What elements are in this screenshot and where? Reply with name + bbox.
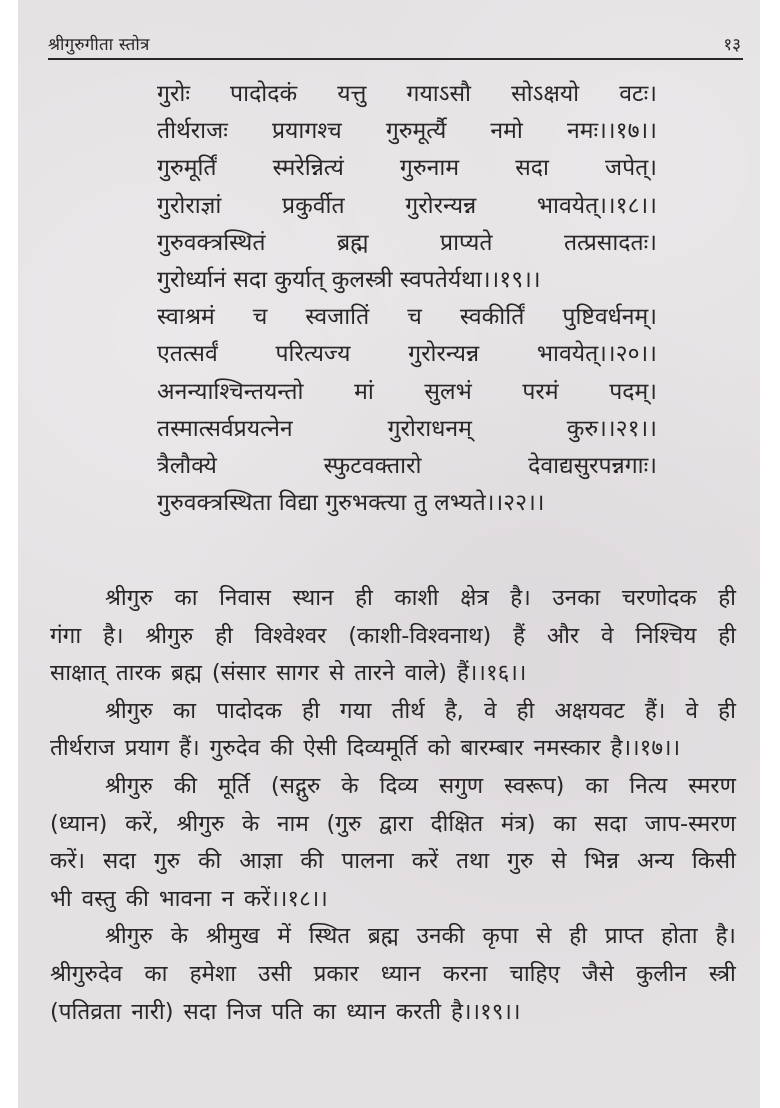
commentary-word: ब्रह्म (170, 660, 202, 687)
commentary-word: है।।१७।। (610, 735, 681, 762)
commentary-word: कृपा (482, 923, 519, 950)
commentary-word: साक्षात् (50, 660, 106, 687)
verse-line (157, 188, 657, 225)
verse-word: स्मरेन्नित्यं (272, 155, 344, 182)
commentary-word: किसी (691, 848, 736, 875)
commentary-word: दिव्यमूर्ति (346, 735, 418, 762)
verse-word: परित्यज्य (275, 341, 351, 368)
commentary-word: हैं।।१६।। (456, 660, 527, 687)
commentary-word: गुरुदेव (209, 735, 261, 762)
commentary-word: भी (50, 885, 72, 912)
commentary-word: है। (715, 923, 736, 950)
commentary-line (50, 655, 736, 693)
commentary-word: नाम (277, 810, 309, 837)
commentary-paragraph (50, 768, 736, 918)
verse-word: गुरोर्ध्यानं सदा कुर्यात् कुलस्त्री स्वपतेर्यथा।।१९।। (157, 266, 541, 293)
commentary-word: न (221, 885, 234, 912)
commentary-word: की (300, 848, 324, 875)
commentary-word: स्त्री (708, 960, 736, 987)
commentary-word: भिन्न (584, 848, 619, 875)
commentary-word: की (125, 885, 149, 912)
commentary-word: स्थित (308, 923, 351, 950)
commentary-word: आज्ञा (239, 848, 283, 875)
commentary-word: चाहिए (509, 960, 560, 987)
running-title: श्रीगुरुगीता स्तोत्र (48, 35, 150, 55)
commentary-word: निज (226, 998, 262, 1025)
commentary-word: की (270, 735, 294, 762)
verse-word: भावयेत्।।२०।। (536, 341, 657, 368)
verse-line (157, 113, 657, 150)
commentary-word: (ध्यान) (50, 810, 108, 837)
commentary-word: सदा (103, 848, 136, 875)
commentary-word: नमस्कार (533, 735, 601, 762)
commentary-word: गुरु (153, 848, 181, 875)
commentary-word: ही (718, 585, 736, 611)
commentary-line (50, 730, 736, 768)
commentary-word: का (585, 772, 609, 799)
verse-word: गुरुमूर्तिं (157, 155, 217, 182)
commentary-word: ध्यान (346, 998, 386, 1025)
commentary-word: है। (103, 622, 124, 649)
commentary-word: श्रीगुरु (176, 810, 225, 837)
verse-word: गुरोरन्यन्न (405, 192, 477, 219)
book-page (18, 0, 760, 1108)
commentary-word: का (174, 585, 198, 611)
verse-word: तस्मात्सर्वप्रयत्नेन (157, 415, 293, 442)
commentary-paragraph (50, 918, 736, 1031)
verse-line (157, 485, 657, 522)
commentary-line (50, 994, 736, 1032)
commentary-word: क्षेत्र (460, 585, 489, 611)
commentary-word: श्रीगुरु (105, 585, 153, 611)
commentary-word: के (242, 810, 260, 837)
commentary-word: से (536, 923, 552, 950)
commentary-word: बारम्बार (460, 735, 524, 762)
commentary-word: वे (483, 697, 497, 724)
commentary-word: निवास (219, 585, 271, 611)
commentary-word: सदा (594, 810, 628, 837)
commentary-word: करें। (50, 848, 86, 875)
commentary-line (50, 881, 736, 919)
commentary-word: भावना (158, 885, 212, 912)
commentary-line (50, 956, 736, 994)
commentary-word: वे (600, 622, 614, 649)
verse-word: प्राप्यते (440, 229, 493, 256)
verse-word: अनन्याश्चिन्तयन्तो (157, 378, 304, 405)
verse-word: गुरुवक्त्रस्थिता विद्या गुरुभक्त्या तु लभ्यते।।२२।। (157, 490, 545, 517)
commentary-word: करें (411, 848, 439, 875)
verse-word: सदा (515, 155, 549, 182)
verse-word: गुरुवक्त्रस्थितं (157, 229, 266, 256)
commentary-word: (पतिव्रता (50, 998, 122, 1025)
commentary-word: श्रीगुरु (105, 772, 153, 799)
commentary-paragraph (50, 580, 736, 693)
commentary-paragraph (50, 693, 736, 768)
commentary-word: मूर्ति (217, 772, 250, 799)
commentary-word: वे (685, 697, 698, 724)
commentary-line (50, 618, 736, 656)
verse-word: पुष्टिवर्धनम्। (562, 304, 657, 331)
commentary-word: (काशी-विश्वनाथ) (348, 622, 492, 649)
commentary-word: ब्रह्म (367, 923, 399, 950)
commentary-word: श्रीगुरु (145, 622, 194, 649)
verse-line (157, 448, 657, 485)
commentary-word: ही (302, 697, 320, 724)
verse-word: तत्प्रसादतः। (563, 229, 657, 256)
verse-word: स्वाश्रमं (157, 304, 215, 331)
commentary-word: ही (718, 622, 736, 649)
commentary-word: का (312, 998, 337, 1025)
commentary-word: उसी (258, 960, 292, 987)
commentary-word: उनकी (416, 923, 465, 950)
commentary-word: अक्षयवट (554, 697, 625, 724)
verse-word: वटः। (619, 81, 657, 107)
commentary-word: होता (661, 923, 698, 950)
commentary-word: (संसार (211, 660, 267, 687)
commentary-word: ऐसी (303, 735, 337, 762)
verse-word: स्वजातिं (305, 304, 370, 331)
verse-word: मां (354, 378, 374, 405)
commentary-word: और (546, 622, 580, 649)
hindi-commentary (50, 580, 736, 1031)
verse-word: यत्तु (337, 81, 367, 107)
verse-word: पादोदकं (230, 81, 298, 107)
commentary-word: सागर (276, 660, 319, 687)
commentary-word: करती (395, 998, 442, 1025)
verse-word: नमः।।१७।। (567, 118, 657, 145)
commentary-word: तारने (354, 660, 395, 687)
commentary-word: श्रीगुरुदेव (50, 960, 123, 987)
commentary-word: सदा (183, 998, 217, 1025)
commentary-word: नारी) (131, 998, 174, 1025)
commentary-word: करना (442, 960, 488, 987)
commentary-word: को (427, 735, 451, 762)
verse-word: भावयेत्।।१८।। (536, 192, 657, 219)
commentary-word: है, (444, 697, 464, 724)
commentary-word: ही (215, 622, 233, 649)
commentary-word: (सद्गुरु (270, 772, 321, 799)
page-number: १३ (723, 35, 741, 55)
verse-word: गुरोराज्ञां (157, 192, 222, 219)
verse-line (157, 262, 657, 299)
verse-word: गुरुनाम (399, 155, 460, 182)
verse-word: च (407, 304, 422, 331)
commentary-line (50, 580, 736, 618)
verse-line (157, 336, 657, 373)
commentary-word: चरणोदक (621, 585, 697, 611)
commentary-line (50, 918, 736, 956)
verse-word: पदम्। (609, 378, 657, 405)
verse-word: नमो (490, 118, 523, 145)
commentary-word: तारक (115, 660, 161, 687)
commentary-word: वाले) (404, 660, 447, 687)
commentary-word: का (173, 697, 197, 724)
running-header (48, 30, 743, 60)
commentary-word: गया (339, 697, 372, 724)
commentary-line (50, 693, 736, 731)
commentary-word: ही (516, 697, 535, 724)
commentary-word: निश्चिय (635, 622, 697, 649)
verse-word: स्वकीर्तिं (459, 304, 525, 331)
commentary-word: पति (271, 998, 303, 1025)
verse-word: प्रयागश्च (271, 118, 342, 145)
commentary-word: करें।।१८।। (243, 885, 328, 912)
commentary-word: दिव्य (379, 772, 419, 799)
verse-line (157, 374, 657, 411)
commentary-word: जाप-स्मरण (644, 810, 736, 837)
commentary-line (50, 843, 736, 881)
commentary-word: गंगा (50, 622, 82, 649)
commentary-word: प्राप्त (604, 923, 644, 950)
commentary-word: की (173, 772, 197, 799)
commentary-word: उनका (552, 585, 601, 611)
verse-line (157, 225, 657, 262)
commentary-word: ही (355, 585, 373, 611)
commentary-word: जैसे (581, 960, 614, 987)
commentary-word: दीक्षित (430, 810, 484, 837)
verse-word: जपेत्। (605, 155, 657, 182)
commentary-word: की (198, 848, 222, 875)
commentary-word: ही (718, 697, 736, 724)
commentary-word: अन्य (636, 848, 674, 875)
commentary-word: में (277, 923, 291, 950)
commentary-word: (गुरु (326, 810, 362, 837)
commentary-word: तथा (456, 848, 490, 875)
commentary-word: से (329, 660, 345, 687)
commentary-word: स्मरण (688, 772, 736, 799)
commentary-word: हैं। (179, 735, 200, 762)
commentary-word: का (144, 960, 168, 987)
commentary-word: करें, (125, 810, 159, 837)
commentary-word: हैं। (644, 697, 666, 724)
commentary-word: हैं (513, 622, 526, 649)
commentary-word: पालना (341, 848, 394, 875)
verse-word: गयाऽसौ (406, 81, 472, 107)
commentary-line (50, 806, 736, 844)
verse-line (157, 150, 657, 187)
commentary-word: ध्यान (380, 960, 421, 987)
commentary-word: है।।१९।। (451, 998, 521, 1025)
verse-word: गुरोः (157, 81, 190, 107)
commentary-word: श्रीगुरु (105, 923, 153, 950)
commentary-word: सगुण (438, 772, 484, 799)
verse-word: गुरुमूर्त्यै (385, 118, 447, 145)
verse-word: गुरोरन्यन्न (408, 341, 480, 368)
verse-word: कुरु।।२१।। (566, 415, 657, 442)
commentary-line (50, 768, 736, 806)
commentary-word: वस्तु (81, 885, 116, 912)
commentary-word: गुरु (507, 848, 534, 875)
verse-word: प्रकुर्वीत (282, 192, 345, 219)
commentary-word: तीर्थराज (50, 735, 115, 762)
sanskrit-verses (157, 76, 657, 522)
commentary-word: हमेशा (189, 960, 237, 987)
commentary-word: श्रीगुरु (105, 697, 153, 724)
verse-word: ब्रह्म (336, 229, 369, 256)
verse-word: देवाद्यसुरपन्नगाः। (528, 452, 657, 479)
verse-line (157, 299, 657, 336)
commentary-word: काशी (394, 585, 439, 611)
commentary-word: विश्वेश्वर (254, 622, 327, 649)
commentary-word: कुलीन (635, 960, 687, 987)
commentary-word: स्वरूप) (504, 772, 565, 799)
verse-word: गुरोराधनम् (387, 415, 472, 442)
commentary-word: स्थान (292, 585, 334, 611)
commentary-word: है। (510, 585, 531, 611)
verse-word: तीर्थराजः (157, 118, 228, 145)
commentary-word: का (553, 810, 577, 837)
commentary-word: ही (569, 923, 588, 950)
commentary-word: के (170, 923, 189, 950)
verse-word: च (252, 304, 268, 331)
verse-line (157, 411, 657, 448)
verse-word: स्फुटवक्तारो (323, 452, 422, 479)
verse-word: सुलभं (424, 378, 472, 405)
commentary-word: के (341, 772, 359, 799)
commentary-word: मंत्र) (500, 810, 536, 837)
commentary-word: पादोदक (216, 697, 282, 724)
verse-word: सोऽक्षयो (511, 81, 580, 107)
commentary-word: नित्य (629, 772, 668, 799)
commentary-word: प्रकार (313, 960, 359, 987)
commentary-word: द्वारा (379, 810, 413, 837)
verse-word: एतत्सर्वं (157, 341, 218, 368)
verse-word: परमं (522, 378, 559, 405)
commentary-word: तीर्थ (391, 697, 425, 724)
verse-word: त्रैलौक्ये (157, 452, 217, 479)
commentary-word: श्रीमुख (205, 923, 260, 950)
commentary-word: से (551, 848, 567, 875)
verse-line (157, 76, 657, 113)
commentary-word: प्रयाग (124, 735, 170, 762)
